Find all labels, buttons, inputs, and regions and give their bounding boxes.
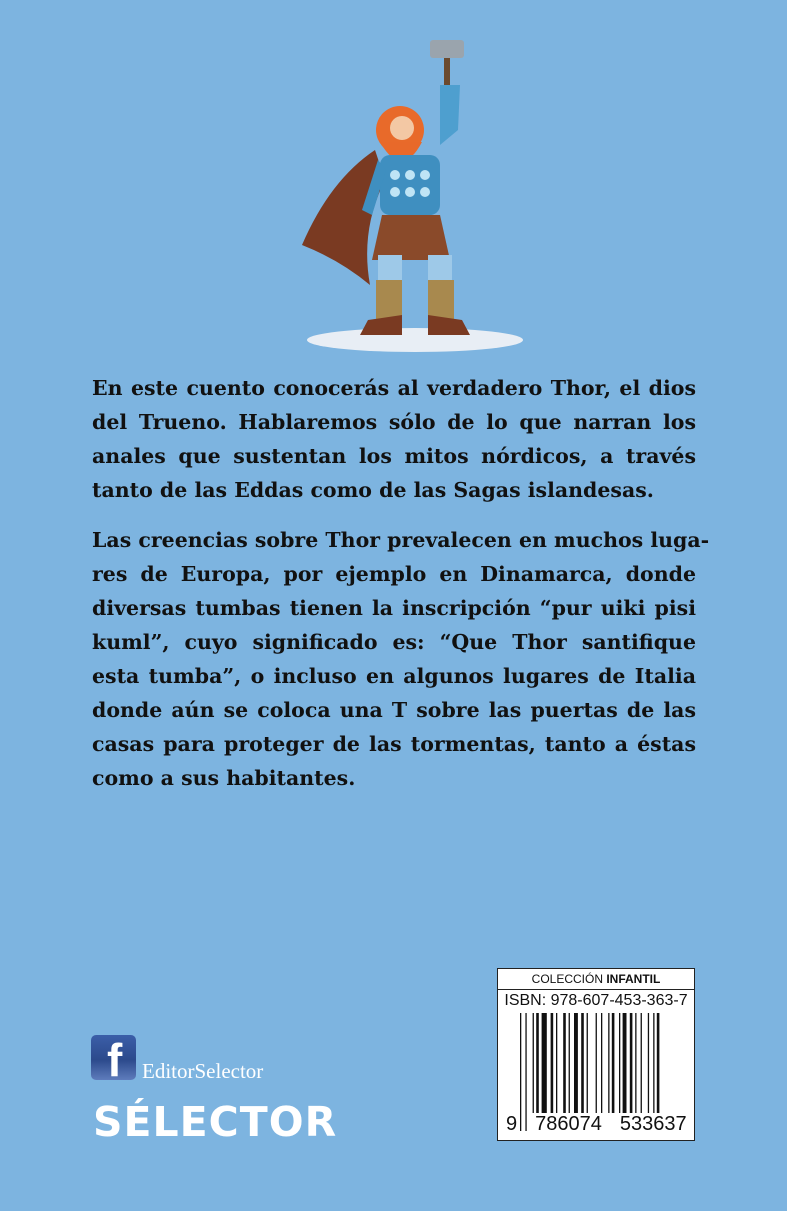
collection-name: INFANTIL <box>606 972 661 986</box>
barcode-digits-left: 786074 <box>535 1113 602 1135</box>
barcode-bar <box>574 1013 578 1113</box>
text-line: del Trueno. Hablaremos sólo de lo que narran los <box>92 410 696 434</box>
collection-prefix: COLECCIÓN <box>531 972 607 986</box>
text-line: En este cuento conocerás al verdadero Thor, el dios <box>92 376 696 400</box>
description-paragraph-2 <box>92 523 710 795</box>
facebook-glyph: f <box>107 1034 123 1086</box>
barcode-bar <box>612 1013 615 1113</box>
barcode-bar <box>648 1013 649 1113</box>
publisher-logo: SÉLECTOR <box>93 1098 338 1146</box>
barcode-bar <box>542 1013 547 1113</box>
barcode-bar <box>536 1013 539 1113</box>
text-line: tanto de las Eddas como de las Sagas islandesas. <box>92 478 654 502</box>
barcode-bar <box>563 1013 566 1113</box>
barcode-bar <box>623 1013 627 1113</box>
barcode-bar <box>533 1013 534 1113</box>
barcode-bar <box>608 1013 609 1113</box>
text-line: res de Europa, por ejemplo en Dinamarca, donde <box>92 562 696 586</box>
barcode-bar <box>619 1013 620 1113</box>
thor-illustration <box>290 30 530 360</box>
text-line: esta tumba”, o incluso en algunos lugares de Italia <box>92 664 696 688</box>
facebook-icon[interactable] <box>91 1034 136 1086</box>
barcode-bar <box>601 1013 602 1113</box>
text-line: como a sus habitantes. <box>92 766 356 790</box>
isbn-barcode-box <box>497 968 695 1141</box>
barcode-bar <box>556 1013 557 1113</box>
barcode-bar <box>551 1013 554 1113</box>
barcode-bar <box>630 1013 633 1113</box>
text-line: kuml”, cuyo significado es: “Que Thor santifique <box>92 630 696 654</box>
text-line: anales que sustentan los mitos nórdicos, a través <box>92 444 696 468</box>
barcode-bar <box>581 1013 584 1113</box>
barcode-bar <box>569 1013 570 1113</box>
barcode-digits-right: 533637 <box>619 1113 687 1135</box>
description-paragraph-1 <box>92 371 696 507</box>
text-line: casas para proteger de las tormentas, tanto a éstas <box>92 732 696 756</box>
isbn-number: ISBN: 978-607-453-363-7 <box>504 992 688 1009</box>
barcode-digit-prefix: 9 <box>506 1113 518 1135</box>
collection-label <box>498 969 694 990</box>
text-line: Las creencias sobre Thor prevalecen en muchos luga- <box>92 528 710 552</box>
text-line: diversas tumbas tienen la inscripción “pur uiki pisi <box>92 596 696 620</box>
barcode-digits <box>504 1113 688 1136</box>
facebook-page-name[interactable]: EditorSelector <box>142 1059 264 1083</box>
text-line: donde aún se coloca una T sobre las puertas de las <box>92 698 696 722</box>
barcode-bar <box>641 1013 642 1113</box>
barcode-bar <box>635 1013 636 1113</box>
